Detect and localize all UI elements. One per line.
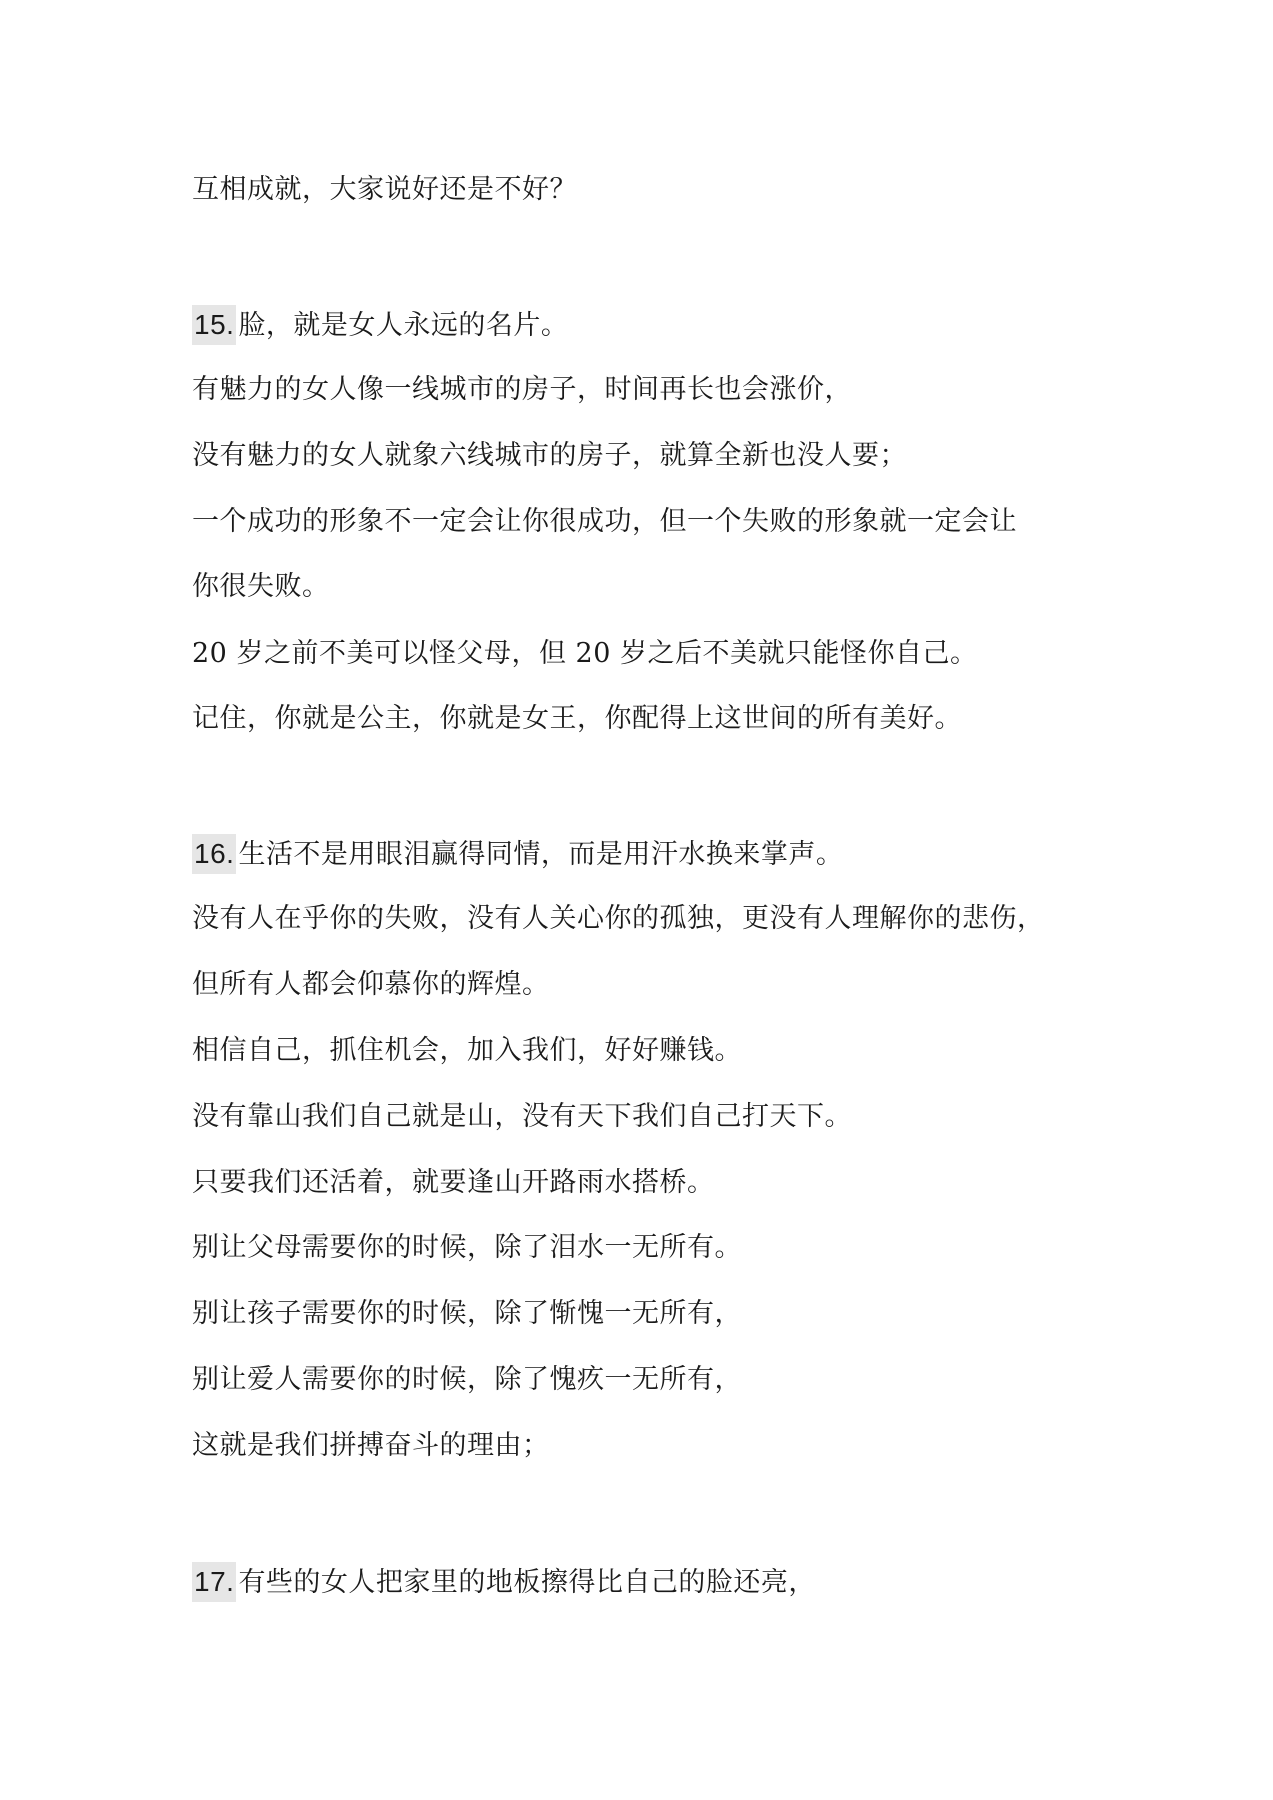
paragraph-line: 相信自己，抓住机会，加入我们，好好赚钱。: [192, 1035, 742, 1066]
paragraph-line: 没有靠山我们自己就是山，没有天下我们自己打天下。: [192, 1101, 852, 1132]
section-17-heading: [192, 1562, 816, 1603]
paragraph-line: 你很失败。: [192, 571, 330, 602]
section-15-heading: [192, 305, 568, 346]
paragraph-line: 记住，你就是公主，你就是女王，你配得上这世间的所有美好。: [192, 703, 962, 734]
paragraph-line: 没有魅力的女人就象六线城市的房子，就算全新也没人要；: [192, 440, 907, 471]
section-number: 16.: [192, 834, 236, 874]
paragraph-line: 但所有人都会仰慕你的辉煌。: [192, 969, 550, 1000]
section-title: 生活不是用眼泪赢得同情，而是用汗水换来掌声。: [238, 839, 844, 870]
section-number: 17.: [192, 1562, 236, 1602]
paragraph-line: 20 岁之前不美可以怪父母，但 20 岁之后不美就只能怪你自己。: [192, 638, 978, 669]
paragraph-line: 有魅力的女人像一线城市的房子，时间再长也会涨价，: [192, 374, 852, 405]
paragraph-line: 别让孩子需要你的时候，除了惭愧一无所有，: [192, 1298, 742, 1329]
paragraph-line: 别让爱人需要你的时候，除了愧疚一无所有，: [192, 1364, 742, 1395]
section-number: 15.: [192, 305, 236, 345]
paragraph-line: 这就是我们拼搏奋斗的理由；: [192, 1430, 550, 1461]
section-title: 有些的女人把家里的地板擦得比自己的脸还亮，: [238, 1567, 816, 1598]
paragraph-line: 互相成就，大家说好还是不好？: [192, 174, 577, 205]
paragraph-line: 别让父母需要你的时候，除了泪水一无所有。: [192, 1232, 742, 1263]
section-16-heading: [192, 834, 843, 875]
paragraph-line: 只要我们还活着，就要逢山开路雨水搭桥。: [192, 1167, 715, 1198]
section-title: 脸，就是女人永远的名片。: [238, 310, 569, 341]
paragraph-line: 一个成功的形象不一定会让你很成功，但一个失败的形象就一定会让: [192, 506, 1017, 537]
paragraph-line: 没有人在乎你的失败，没有人关心你的孤独，更没有人理解你的悲伤，: [192, 903, 1045, 934]
